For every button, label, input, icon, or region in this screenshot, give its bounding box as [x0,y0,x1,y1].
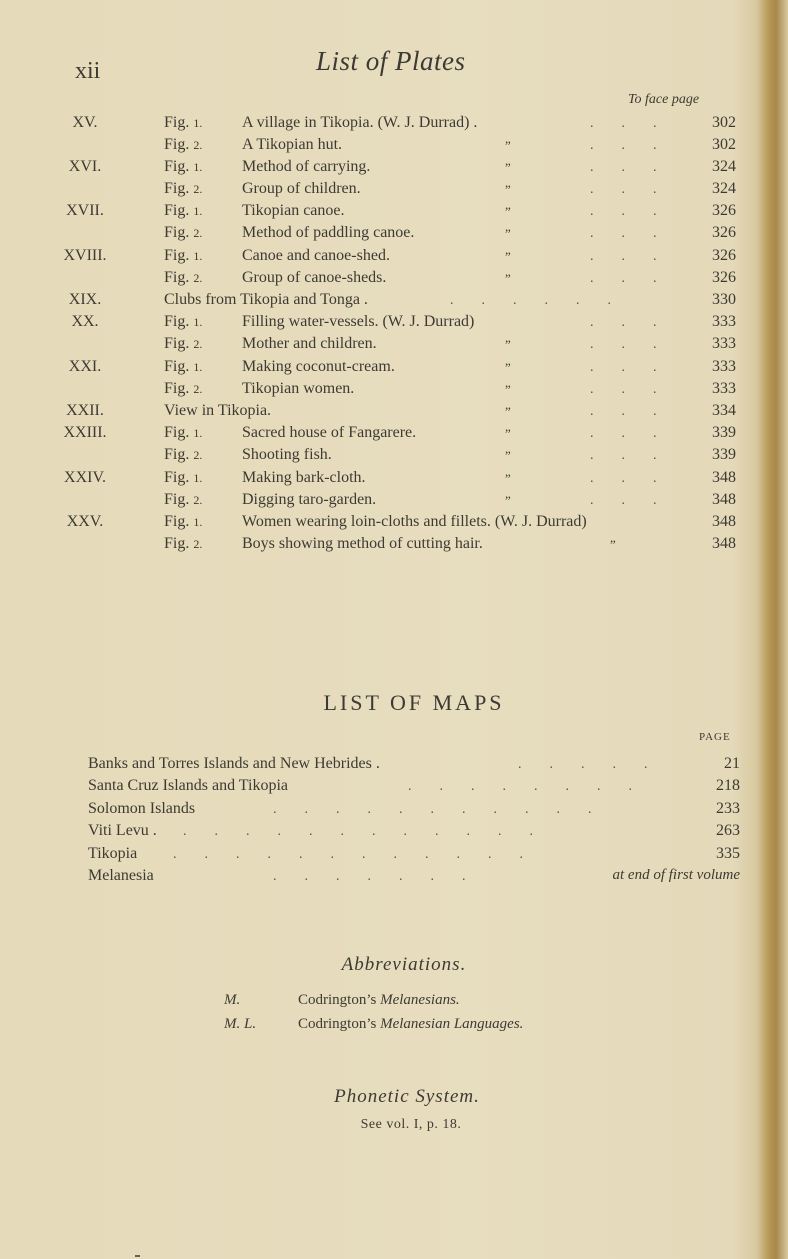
plate-row [0,513,788,535]
leader-dots: . . . . . . . . . . . . [183,824,533,839]
figure-label [164,446,202,464]
plate-caption: Shooting fish. [242,446,332,463]
figure-number: 1. [193,315,203,329]
phonetic-system-title: Phonetic System. [334,1086,480,1107]
figure-label [164,513,202,531]
leader-dots: . . . [590,382,657,397]
map-page: 218 [716,777,740,794]
figure-number: 1. [193,515,203,529]
page-number: 326 [712,247,736,264]
map-name: Viti Levu . [88,822,157,839]
plate-number: XXV. [66,513,104,530]
abbreviation-author: Codrington’s [298,992,377,1008]
map-row [88,867,740,889]
figure-number: 2. [193,493,203,507]
ditto-mark: ” [505,160,511,175]
page-number: 348 [712,535,736,552]
plate-row [0,313,788,335]
ditto-mark: ” [610,537,616,552]
ditto-mark: ” [505,360,511,375]
page-number: 348 [712,491,736,508]
page-number: 348 [712,513,736,530]
plate-caption: Women wearing loin-cloths and fillets. (W. J. Durrad) [242,513,587,530]
figure-prefix: Fig. [164,513,190,530]
plate-number: XXIV. [64,469,106,486]
abbreviation-key: M. [224,992,241,1008]
figure-label [164,158,202,176]
figure-number: 2. [193,382,203,396]
figure-label [164,380,202,398]
plate-row [0,180,788,202]
ditto-mark: ” [505,226,511,241]
leader-dots: . . . [590,226,657,241]
ink-speck [135,1255,140,1257]
figure-label [164,469,202,487]
figure-label [164,358,202,376]
plate-row [0,402,788,424]
ditto-mark: ” [505,493,511,508]
leader-dots: . . . [590,471,657,486]
plate-row [0,136,788,158]
ditto-mark: ” [505,182,511,197]
figure-number: 2. [193,138,203,152]
abbreviation-meaning [298,992,460,1009]
figure-label [164,269,202,287]
leader-dots: . . . [590,360,657,375]
figure-prefix: Fig. [164,313,190,330]
figure-number: 1. [193,160,203,174]
plate-row [0,358,788,380]
figure-label [164,247,202,265]
page-number: 326 [712,202,736,219]
abbreviation-meaning [298,1016,523,1033]
ditto-mark: ” [505,337,511,352]
figure-prefix: Fig. [164,224,190,241]
plate-caption: Method of paddling canoe. [242,224,415,241]
figure-prefix: Fig. [164,424,190,441]
figure-prefix: Fig. [164,358,190,375]
page-number: 333 [712,380,736,397]
plate-number: XVII. [66,202,104,219]
abbreviation-work: Melanesian Languages. [380,1016,524,1032]
plate-row [0,380,788,402]
map-name: Melanesia [88,867,154,884]
figure-prefix: Fig. [164,469,190,486]
map-row [88,777,740,799]
map-row [88,845,740,867]
plate-number: XVIII. [63,247,107,264]
plate-row [0,269,788,291]
figure-label [164,224,202,242]
maps-title: LIST OF MAPS [323,690,505,715]
page-number: 324 [712,158,736,175]
leader-dots: . . . [590,182,657,197]
figure-number: 2. [193,271,203,285]
figure-label [164,202,202,220]
page-number: 326 [712,224,736,241]
map-name: Solomon Islands [88,800,196,817]
plate-caption: Boys showing method of cutting hair. [242,535,483,552]
leader-dots: . . . . . . [450,293,611,308]
page-number: 348 [712,469,736,486]
plate-row [0,114,788,136]
plate-caption: Sacred house of Fangarere. [242,424,417,441]
map-name: Tikopia [88,845,138,862]
figure-number: 2. [193,337,203,351]
map-page: 263 [716,822,740,839]
plate-caption: A village in Tikopia. (W. J. Durrad) . [242,114,478,131]
ditto-mark: ” [505,382,511,397]
page-number: 330 [712,291,736,308]
figure-label [164,491,202,509]
plate-caption: Making coconut-cream. [242,358,395,375]
leader-dots: . . . . . . . [273,869,466,884]
leader-dots: . . . . . . . . . . . [273,802,592,817]
plate-row [0,535,788,557]
figure-prefix: Fig. [164,269,190,286]
leader-dots: . . . [590,493,657,508]
leader-dots: . . . . . . . . [408,779,632,794]
ditto-mark: ” [505,271,511,286]
plate-row [0,158,788,180]
running-title: List of Plates [316,46,466,76]
figure-prefix: Fig. [164,114,190,131]
figure-number: 1. [193,426,203,440]
to-face-page-label: To face page [628,92,700,107]
page-header [0,44,788,84]
plate-number: XV. [72,114,98,131]
leader-dots: . . . [590,426,657,441]
leader-dots: . . . [590,315,657,330]
page-number: 326 [712,269,736,286]
plate-caption: Making bark-cloth. [242,469,366,486]
leader-dots: . . . [590,448,657,463]
plate-row [0,424,788,446]
maps-page-label: PAGE [699,731,731,743]
map-name: Santa Cruz Islands and Tikopia [88,777,288,794]
plate-row [0,335,788,357]
abbreviation-author: Codrington’s [298,1016,377,1032]
figure-label [164,424,202,442]
figure-number: 2. [193,226,203,240]
map-page: 21 [724,755,740,772]
figure-label [164,535,202,553]
page-folio: xii [75,58,101,84]
map-page: at end of first volume [612,867,740,883]
abbreviation-row [224,992,724,1014]
page-number: 334 [712,402,736,419]
figure-number: 1. [193,249,203,263]
map-name: Banks and Torres Islands and New Hebrides . [88,755,380,772]
plate-caption: A Tikopian hut. [242,136,343,153]
map-page: 335 [716,845,740,862]
page-number: 324 [712,180,736,197]
plate-row [0,224,788,246]
figure-prefix: Fig. [164,446,190,463]
leader-dots: . . . [590,160,657,175]
figure-prefix: Fig. [164,136,190,153]
plate-caption: Filling water-vessels. (W. J. Durrad) [242,313,475,330]
plate-number: XX. [71,313,99,330]
plate-number: XXII. [66,402,104,419]
page-number: 339 [712,446,736,463]
figure-prefix: Fig. [164,202,190,219]
figure-prefix: Fig. [164,491,190,508]
plate-row [0,202,788,224]
figure-label [164,180,202,198]
leader-dots: . . . [590,404,657,419]
plate-row [0,247,788,269]
plate-caption: Tikopian women. [242,380,355,397]
plate-caption: Mother and children. [242,335,377,352]
plate-caption: Canoe and canoe-shed. [242,247,390,264]
plate-number: XXI. [68,358,102,375]
ditto-mark: ” [505,471,511,486]
map-page: 233 [716,800,740,817]
figure-label [164,313,202,331]
phonetic-system-note: See vol. I, p. 18. [360,1117,462,1132]
plate-caption: Tikopian canoe. [242,202,345,219]
figure-prefix: Fig. [164,380,190,397]
figure-number: 2. [193,448,203,462]
leader-dots: . . . [590,204,657,219]
figure-number: 1. [193,360,203,374]
ditto-mark: ” [505,404,511,419]
plate-row [0,469,788,491]
map-row [88,800,740,822]
page-number: 333 [712,313,736,330]
plate-caption: Group of canoe-sheds. [242,269,387,286]
plate-row [0,291,788,313]
plate-caption: Method of carrying. [242,158,371,175]
figure-number: 1. [193,471,203,485]
figure-number: 2. [193,537,203,551]
abbreviation-row [224,1016,724,1038]
figure-prefix: Fig. [164,180,190,197]
ditto-mark: ” [505,426,511,441]
plate-number: XVI. [68,158,102,175]
page-number: 302 [712,114,736,131]
figure-prefix: Fig. [164,247,190,264]
figure-prefix: Fig. [164,335,190,352]
plate-number: XXIII. [63,424,107,441]
page-number: 333 [712,335,736,352]
ditto-mark: ” [505,448,511,463]
figure-number: 1. [193,116,203,130]
plate-caption: View in Tikopia. [164,402,272,419]
map-row [88,822,740,844]
page-number: 333 [712,358,736,375]
figure-number: 1. [193,204,203,218]
leader-dots: . . . . . [518,757,648,772]
leader-dots: . . . . . . . . . . . . [173,847,523,862]
figure-number: 2. [193,182,203,196]
leader-dots: . . . [590,249,657,264]
plate-caption: Group of children. [242,180,361,197]
figure-prefix: Fig. [164,158,190,175]
figure-prefix: Fig. [164,535,190,552]
leader-dots: . . . [590,271,657,286]
leader-dots: . . . [590,337,657,352]
figure-label [164,114,202,132]
plate-row [0,491,788,513]
map-row [88,755,740,777]
abbreviation-work: Melanesians. [380,992,460,1008]
ditto-mark: ” [505,249,511,264]
plate-row [0,446,788,468]
plate-caption: Clubs from Tikopia and Tonga . [164,291,368,308]
ditto-mark: ” [505,204,511,219]
ditto-mark: ” [505,138,511,153]
plate-caption: Digging taro-garden. [242,491,377,508]
abbreviation-key: M. L. [224,1016,257,1032]
abbreviations-title: Abbreviations. [341,954,467,975]
page-number: 302 [712,136,736,153]
page-number: 339 [712,424,736,441]
figure-label [164,335,202,353]
leader-dots: . . . [590,138,657,153]
figure-label [164,136,202,154]
plate-number: XIX. [68,291,102,308]
leader-dots: . . . [590,116,657,131]
